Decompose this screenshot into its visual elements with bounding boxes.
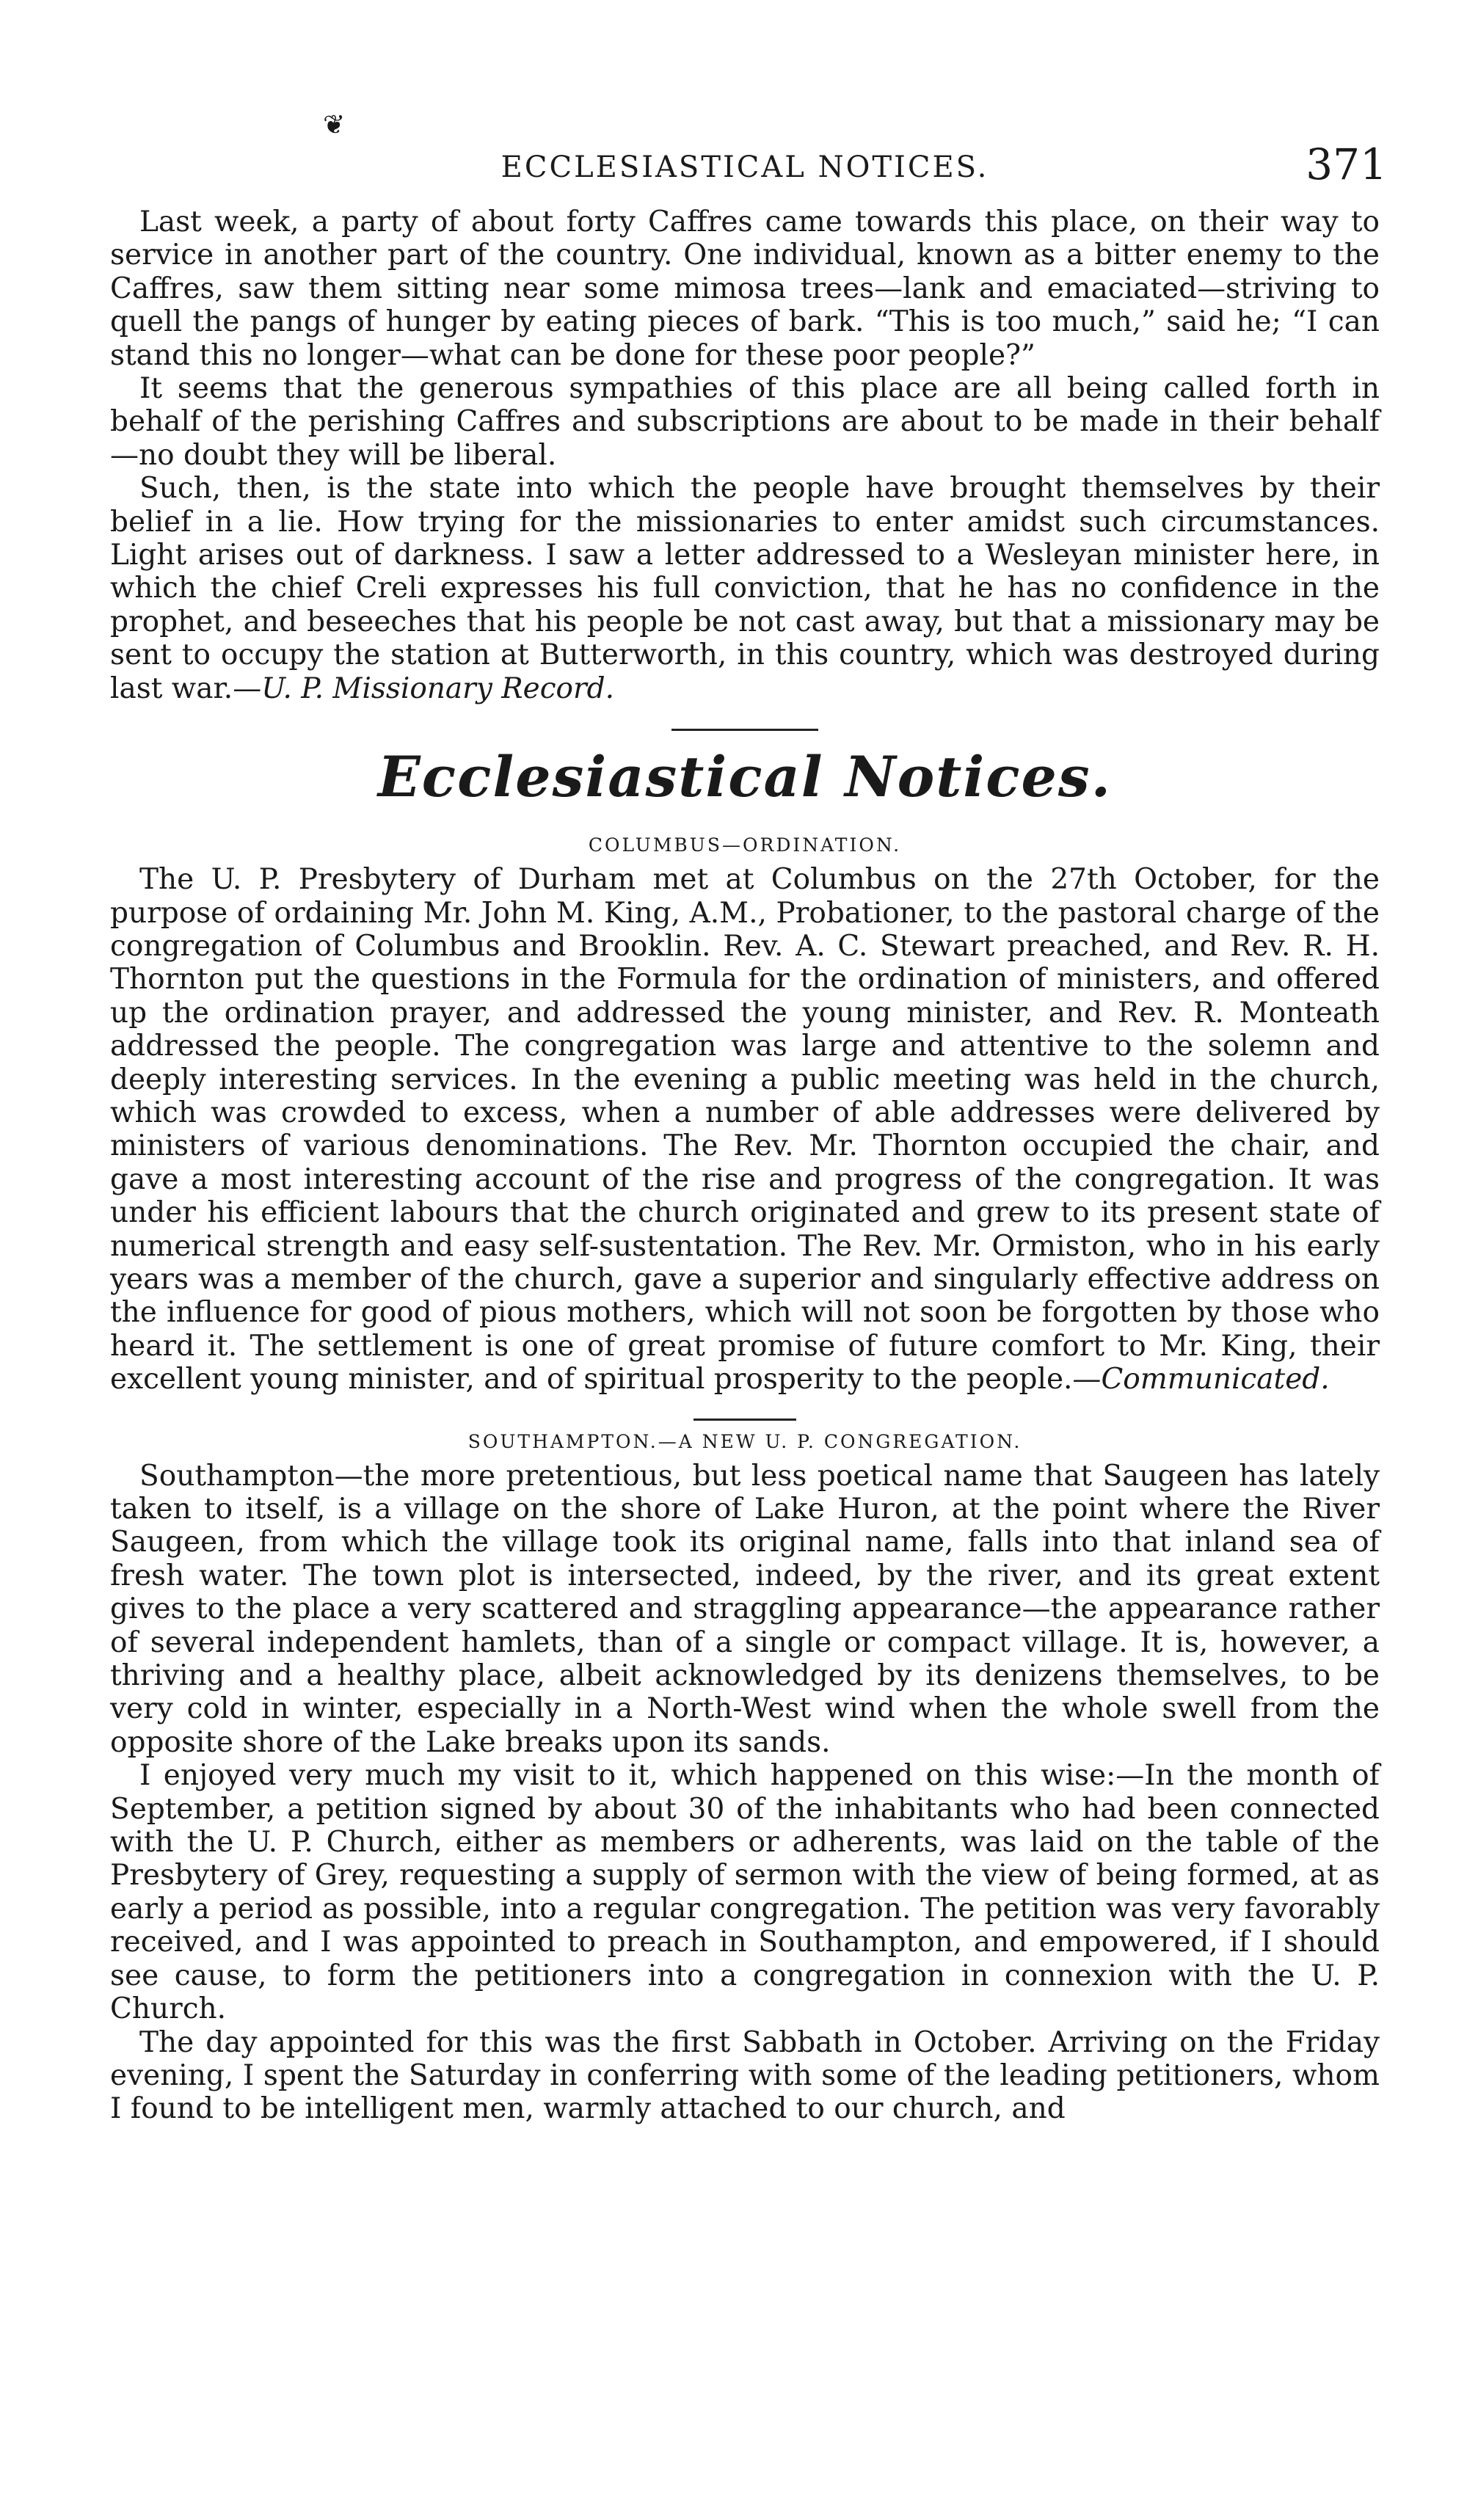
- intro-paragraph-2: It seems that the generous sympathies of this place are all being called forth in behalf of the perishing Caffres and subscriptions are about to be made in their behalf—no doubt they will be liberal.: [110, 372, 1380, 472]
- southampton-paragraph-2: I enjoyed very much my visit to it, which happened on this wise:—In the month of September, a petition signed by about 30 of the inhabitants who had been connected with the U. P. Church, either as members or adherents, was laid on the table of the Presbytery of Grey, requesting a supply of sermon with the view of being formed, at as early a period as possible, into a regular congregation. The petition was very favorably received, and I was appointed to preach in Southampton, and empowered, if I should see cause, to form the petitioners into a congregation in connexion with the U. P. Church.: [110, 1759, 1380, 2026]
- page: [110, 110, 1387, 2126]
- page-header: [110, 110, 1387, 205]
- southampton-paragraph-1: Southampton—the more pretentious, but less poetical name that Saugeen has lately taken to itself, is a village on the shore of Lake Huron, at the point where the River Saugeen, from which the village took its original name, falls into that inland sea of fresh water. The town plot is intersected, indeed, by the river, and its great extent gives to the place a very scattered and straggling appearance—the appearance rather of several independent hamlets, than of a single or compact village. It is, however, a thriving and a healthy place, albeit acknowledged by its denizens themselves, to be very cold in winter, especially in a North-West wind when the whole swell from the opposite shore of the Lake breaks upon its sands.: [110, 1459, 1380, 1759]
- southampton-heading: SOUTHAMPTON.—A NEW U. P. CONGREGATION.: [467, 1430, 1022, 1452]
- columbus-signoff: Communicated.: [1101, 1363, 1330, 1396]
- article-divider: [694, 1419, 796, 1421]
- columbus-heading: COLUMBUS—ORDINATION.: [588, 834, 902, 856]
- columbus-paragraph: [110, 863, 1380, 1396]
- ornament-mark: ❦: [323, 110, 346, 140]
- intro-paragraph-3: [110, 472, 1380, 705]
- running-title: ECCLESIASTICAL NOTICES.: [500, 150, 989, 184]
- page-number: 371: [1306, 139, 1387, 189]
- section-divider: [671, 729, 818, 731]
- columbus-text: The U. P. Presbytery of Durham met at Columbus on the 27th October, for the purpose of ordaining Mr. John M. King, A.M., Probationer, to the pastoral charge of the congregation of Columbus and Brooklin. Rev. A. C. Stewart preached, and Rev. R. H. Thornton put the questions in the Formula for the ordination of ministers, and offered up the ordination prayer, and addressed the young minister, and Rev. R. Monteath addressed the people. The congregation was large and attentive to the solemn and deeply interesting services. In the evening a public meeting was held in the church, which was crowded to excess, when a number of able addresses were delivered by ministers of various denominations. The Rev. Mr. Thornton occupied the chair, and gave a most interesting account of the rise and progress of the congregation. It was under his efficient labours that the church originated and grew to its present state of numerical strength and easy self-sustentation. The Rev. Mr. Ormiston, who in his early years was a member of the church, gave a superior and singularly effective address on the influence for good of pious mothers, which will not soon be forgotten by those who heard it. The settlement is one of great promise of future comfort to Mr. King, their excellent young minister, and of spiritual prosperity to the people.—: [110, 863, 1380, 1396]
- southampton-paragraph-3: The day appointed for this was the first Sabbath in October. Arriving on the Friday evening, I spent the Saturday in conferring with some of the leading petitioners, whom I found to be intelligent men, warmly attached to our church, and: [110, 2025, 1380, 2126]
- intro-paragraph-1: Last week, a party of about forty Caffres came towards this place, on their way to service in another part of the country. One individual, known as a bitter enemy to the Caffres, saw them sitting near some mimosa trees—lank and emaciated—striving to quell the pangs of hunger by eating pieces of bark. “This is too much,” said he; “I can stand this no longer—what can be done for these poor people?”: [110, 205, 1380, 372]
- intro-paragraph-3-text: Such, then, is the state into which the people have brought themselves by their belief in a lie. How trying for the missionaries to enter amidst such circumstances. Light arises out of darkness. I saw a letter addressed to a Wesleyan minister here, in which the chief Creli expresses his full conviction, that he has no confidence in the prophet, and beseeches that his people be not cast away, but that a missionary may be sent to occupy the station at Butterworth, in this country, which was destroyed during last war.—: [110, 472, 1380, 705]
- section-heading: Ecclesiastical Notices.: [377, 744, 1113, 810]
- source-citation: U. P. Missionary Record.: [261, 671, 615, 705]
